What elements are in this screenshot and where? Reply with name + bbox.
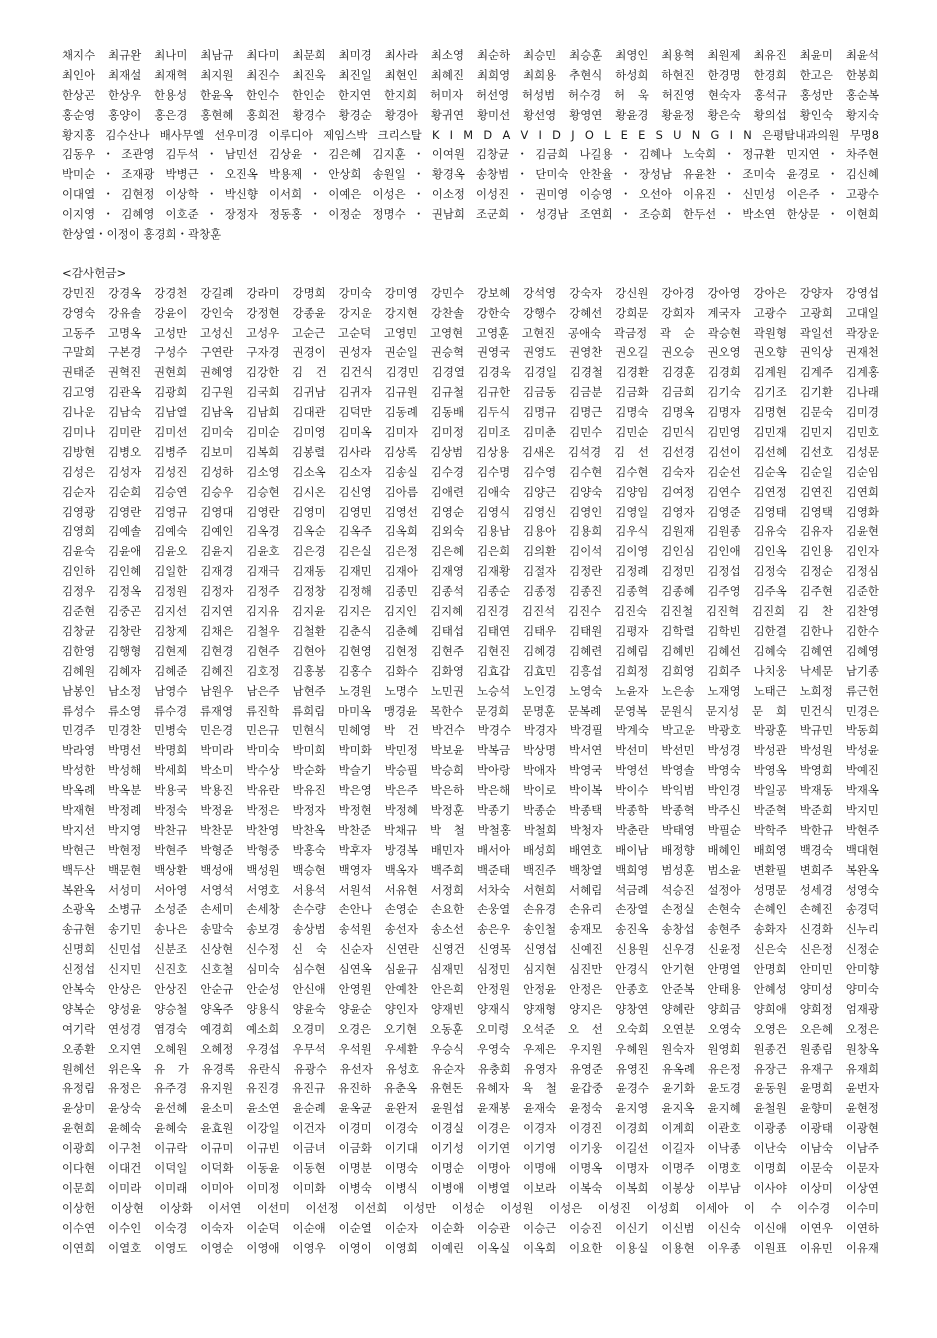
donor-line: 이문희 이미라 이미래 이미아 이미정 이미화 이병숙 이병식 이병애 이병열 이보라 이복숙 이복희 이봉상 이부남 이사야 이상미 이상연 <box>62 1180 879 1195</box>
donor-line: 류성수 류소영 류수경 류재영 류진학 류희림 마미옥 맹경윤 목한수 문경희 문명훈 문복례 문영복 문원식 문지성 문 희 민건식 민경은 <box>62 703 879 718</box>
donor-line: 이연희 이열호 이영도 이영순 이영애 이영우 이영이 이영희 이예린 이옥실 이옥희 이요한 이용실 이용현 이우종 이원표 이유민 이유재 <box>62 1240 879 1255</box>
donor-line: 김정우 김정옥 김정원 김정자 김정주 김정창 김정해 김종민 김종석 김종순 김종정 김종진 김종혁 김종혜 김주영 김주옥 김주현 김준한 <box>62 584 879 599</box>
donor-line: 김창균 김창란 김창제 김채은 김철우 김철환 김춘식 김춘혜 김태섭 김태연 김태우 김태원 김평자 김학렬 김학빈 김한결 김한나 김한수 <box>62 623 879 638</box>
couple-donor-line: 박미순・조재광 박병근・오진옥 박용제・안상희 송원일・황경옥 송창범・단미숙 안찬율・장성남 유윤찬・조미숙 윤경로・김신혜 <box>62 167 879 182</box>
donor-line: 원혜선 위은옥 유 가 유경록 유란식 유광수 유선자 유성호 유순자 유충희 유영자 유영준 유영진 유옥례 유은정 유장근 유재구 유재희 <box>62 1061 879 1076</box>
couple-donor-line: 김동우・조관영 김두석・남민선 김상윤・김은혜 김지훈・이여원 김창균・김금희 나길용・김혜나 노숙희・정규환 민지연・차주현 <box>62 147 879 162</box>
donor-line: 이상헌 이상현 이상화 이서연 이선미 이선정 이선희 이성만 이성순 이성원 이성은 이성진 이성희 이세아 이 수 이수경 이수미 <box>62 1200 879 1215</box>
donor-list-top <box>62 46 879 245</box>
donor-line: 신정섭 신지민 신진호 신호철 심미숙 심수현 심연옥 심윤규 심재민 심정민 심지현 심진만 안경식 안기현 안명열 안명희 안미민 안미향 <box>62 962 879 977</box>
donor-line: 강민진 강경옥 강경천 강길례 강라미 강명희 강미숙 강미영 강민수 강보혜 강석영 강숙자 강신원 강아경 강아영 강아은 강양자 강영섭 <box>62 285 879 300</box>
donor-line: 김나운 김남숙 김남열 김남옥 김남희 김대관 김덕만 김동례 김동배 김두식 김명규 김명근 김명숙 김명옥 김명자 김명현 김문숙 김미경 <box>62 405 879 420</box>
donor-line: 박라영 박명선 박명희 박미라 박미숙 박미희 박미화 박민정 박보윤 박복금 박상명 박서연 박선미 박선민 박성경 박성관 박성원 박성윤 <box>62 743 879 758</box>
couple-donor-line: 한상열・이정이 홍경희・곽창훈 <box>62 227 222 242</box>
donor-line <box>62 1278 879 1298</box>
donor-line <box>62 1318 879 1338</box>
donor-line: 최인아 최재설 최재혁 최지원 최진수 최진욱 최진일 최현인 최혜진 최희영 최희용 추현식 하성희 하현진 한경명 한경희 한고은 한봉희 <box>62 67 879 82</box>
donor-line: 백두산 백문현 백상환 백성애 백성원 백승현 백영자 백옥자 백주희 백준태 백진주 백창열 백희영 범성훈 범소윤 변환필 변희주 복완옥 <box>62 862 879 877</box>
donor-line: 박재현 박정례 박정숙 박정윤 박정은 박정자 박정현 박정혜 박정훈 박종기 박종순 박종택 박종학 박종혁 박주신 박준혁 박준희 박지민 <box>62 802 879 817</box>
donor-line <box>62 1258 879 1278</box>
donor-list-gamsa <box>62 284 879 1338</box>
donor-line: 안복숙 안상은 안상진 안순규 안순성 안신애 안영원 안예찬 안은희 안정원 안정윤 안정은 안종호 안준복 안태용 안혜성 양미성 양미숙 <box>62 981 879 996</box>
donor-line: 김혜원 김혜자 김혜준 김혜진 김호정 김홍봉 김홍수 김화수 김화영 김효갑 김효민 김흥섭 김희정 김희영 김희주 나치웅 낙세문 남기종 <box>62 663 879 678</box>
donor-line: 김방현 김병오 김병주 김보미 김복희 김봉렬 김사라 김상록 김상범 김상용 김새온 김석경 김 선 김선경 김선이 김선혜 김선호 김성문 <box>62 444 879 459</box>
donor-line: 이수연 이수인 이숙경 이숙자 이순덕 이순애 이순열 이순자 이순화 이승관 이승근 이승진 이신기 이신범 이신숙 이신애 이연우 이연하 <box>62 1220 879 1235</box>
donor-line: 복완옥 서성미 서아영 서영석 서영호 서용석 서원석 서유현 서정희 서차숙 서현희 서혜림 석금례 석승진 설정아 성명문 성세경 성영숙 <box>62 882 879 897</box>
donor-line: 이다현 이대건 이덕일 이덕화 이동윤 이동현 이명분 이명숙 이명순 이명아 이명애 이명옥 이명자 이명주 이명호 이명희 이문숙 이문자 <box>62 1160 879 1175</box>
donor-line: 김윤숙 김윤애 김윤오 김윤지 김윤호 김은경 김은실 김은정 김은혜 김은희 김의환 김이석 김이영 김인심 김인애 김인옥 김인용 김인자 <box>62 544 879 559</box>
donor-line: 김영희 김예솔 김예숙 김예인 김옥경 김옥순 김옥주 김옥희 김외숙 김용남 김용아 김용희 김우식 김원재 김원종 김유숙 김유자 김윤현 <box>62 524 879 539</box>
donor-line: 권태준 권혁진 권현희 권혜영 김강한 김 건 김건식 김경민 김경열 김경욱 김경일 김경철 김경환 김경훈 김경희 김계원 김계주 김계홍 <box>62 365 879 380</box>
donor-line: 김영광 김영란 김영규 김영대 김영란 김영미 김영민 김영선 김영순 김영식 김영신 김영인 김영일 김영자 김영준 김영태 김영택 김영화 <box>62 504 879 519</box>
donor-line: 송규현 송기민 송나은 송말숙 송보경 송상범 송석원 송선자 송소선 송은우 송인철 송재모 송진옥 송창섭 송현주 송화자 신경화 신누리 <box>62 922 879 937</box>
donor-line: 오종환 오지연 오혜원 오혜정 우경섭 우무석 우석원 우세환 우승식 우영숙 우제은 우지원 우혜원 원숙자 원영희 원종건 원종림 원창옥 <box>62 1041 879 1056</box>
donor-line: 윤상미 윤상숙 윤선혜 윤소미 윤소연 윤순례 윤옥균 윤완저 윤원섭 윤재봉 윤재숙 윤정숙 윤지영 윤지옥 윤지혜 윤철원 윤향미 윤현정 <box>62 1101 879 1116</box>
donor-line: 신명희 신민섭 신분조 신상현 신수정 신 숙 신순자 신연란 신영건 신영목 신영섭 신예진 신용원 신우경 신윤정 신은숙 신은정 신정순 <box>62 942 879 957</box>
donor-line: 박지선 박지영 박찬규 박찬문 박찬영 박찬옥 박찬준 박채규 박 철 박철홍 박철희 박청자 박춘란 박태영 박필순 박학주 박한규 박현주 <box>62 822 879 837</box>
donor-line: 윤현희 윤혜숙 윤혜숙 윤효원 이강일 이건자 이경미 이경숙 이경실 이경은 이경자 이경진 이경희 이계희 이관호 이광종 이광태 이광현 <box>62 1121 879 1136</box>
donor-line: 김성은 김성자 김성진 김성하 김소영 김소옥 김소자 김송실 김수경 김수명 김수영 김수현 김수현 김숙자 김순선 김순옥 김순일 김순임 <box>62 464 879 479</box>
donor-line: 유정림 유정은 유주경 유지원 유진경 유진규 유진하 유춘옥 유현돈 유혜자 육 철 윤갑중 윤경수 윤기화 윤도경 윤동원 윤명희 윤번자 <box>62 1081 879 1096</box>
donor-line <box>62 1298 879 1318</box>
donor-line: 김한영 김행형 김현제 김현경 김현주 김현아 김현영 김현정 김현주 김현진 김혜경 김혜련 김혜림 김혜빈 김혜선 김혜숙 김혜연 김혜영 <box>62 643 879 658</box>
donor-line: 민경주 민경찬 민병숙 민은경 민은규 민현식 민혜영 박 건 박건수 박경수 박경자 박경필 박계숙 박고운 박광호 박광훈 박규민 박동희 <box>62 723 879 738</box>
donor-line: 고동주 고명옥 고성만 고성신 고성우 고순근 고순덕 고영민 고영현 고영훈 고현진 공애숙 곽금정 곽 순 곽승현 곽원형 곽일선 곽장운 <box>62 325 879 340</box>
donor-line: 김인하 김인혜 김일한 김재경 김재극 김재동 김재민 김재아 김재영 김재황 김절자 김정란 김정례 김정민 김정섭 김정숙 김정순 김정심 <box>62 564 879 579</box>
donor-line: 김고영 김관옥 김광희 김구원 김국희 김귀남 김귀자 김규원 김규철 김규한 김금동 김금분 김금화 김금희 김기숙 김기조 김기환 김나래 <box>62 385 879 400</box>
donor-line: 박옥례 박옥분 박용국 박용진 박유란 박유진 박은영 박은주 박은하 박은해 박이로 박이복 박이수 박익범 박인경 박일공 박재동 박재옥 <box>62 783 879 798</box>
couple-donor-line: 이지영・김혜영 이호준・장정자 정동홍・이정순 정명수・권남희 조군희・성경남 조연희・조승희 한두선・박소연 한상문・이현희 <box>62 207 879 222</box>
donor-line: 한상곤 한상우 한용성 한윤옥 한인수 한인순 한지연 한지희 허미자 허선영 허성범 허수경 허 욱 허진영 현숙자 홍석규 홍성만 홍순복 <box>62 87 879 102</box>
donor-line: 황지홍 김수산나 배사무엘 선우미경 이루디아 제임스박 크리스탈 K I M D A V I D J O L E E S U N G I N 은평탐내과의원 무명8 <box>62 127 879 142</box>
donor-line: 이광희 이구천 이규락 이규미 이규빈 이금녀 이금화 이기대 이기성 이기연 이기영 이기웅 이길선 이길자 이낙종 이난숙 이남숙 이남주 <box>62 1141 879 1156</box>
section-heading-gamsa: <감사헌금> <box>62 265 127 280</box>
donor-line: 김미나 김미란 김미선 김미숙 김미순 김미영 김미옥 김미자 김미정 김미조 김미춘 김민수 김민순 김민식 김민영 김민재 김민지 김민호 <box>62 425 879 440</box>
donor-line: 박성한 박성해 박세희 박소미 박수상 박순화 박슬기 박승필 박승희 박아랑 박애자 박영국 박영선 박영솔 박영숙 박영옥 박영희 박예진 <box>62 763 879 778</box>
couple-donor-line: 이대열・김현정 이상학・박신향 이서희・이예은 이성은・이소정 이성진・권미영 이승영・오선아 이유진・신민성 이은주・고광수 <box>62 187 879 202</box>
donor-line: 여기락 연성경 염경숙 예경희 예소희 오경미 오경은 오기현 오동훈 오미령 오석준 오 선 오숙희 오연분 오영숙 오영은 오은혜 오정은 <box>62 1021 879 1036</box>
donor-line: 구말희 구본경 구성수 구연란 구자경 권경이 권성자 권순일 권승혁 권영국 권영도 권영찬 권오길 권오승 권오영 권오향 권익상 권재천 <box>62 345 879 360</box>
donor-line: 강영숙 강유솔 강윤이 강인숙 강정현 강종윤 강지운 강지현 강찬솔 강한숙 강행수 강혜선 강희문 강희자 계국자 고광수 고광희 고대일 <box>62 305 879 320</box>
donor-line: 남봉인 남소정 남영수 남원우 남은주 남현주 노경원 노명수 노민권 노승석 노인경 노영숙 노윤자 노은송 노재영 노태근 노희정 류근헌 <box>62 683 879 698</box>
donor-line: 홍순영 홍양이 홍은경 홍현혜 홍희전 황경수 황경순 황경아 황귀연 황미선 황선영 황영연 황윤경 황윤정 황은숙 황의섭 황인숙 황지숙 <box>62 107 879 122</box>
donor-line: 양복순 양성윤 양승철 양옥주 양용식 양윤숙 양윤순 양인자 양재빈 양재식 양재형 양지은 양창연 양혜란 양희금 양희애 양희정 엄재광 <box>62 1001 879 1016</box>
donor-line: 소광옥 소병규 소성준 손세미 손세창 손수량 손안나 손영순 손요한 손웅열 손유경 손유리 손장열 손정실 손현숙 손혜인 손혜진 송경덕 <box>62 902 879 917</box>
donor-line: 김준현 김중곤 김지선 김지연 김지유 김지윤 김지은 김지인 김지혜 김진경 김진석 김진수 김진숙 김진철 김진혁 김진희 김 찬 김찬영 <box>62 604 879 619</box>
donor-line: 박현근 박현정 박현주 박형준 박형중 박홍숙 박후자 방경복 배민자 배서아 배성희 배연호 배이남 배정향 배혜인 배희영 백경숙 백대현 <box>62 842 879 857</box>
donor-line: 김순자 김순희 김승연 김승우 김승현 김시온 김신영 김아름 김애련 김애숙 김양근 김양숙 김양임 김여정 김연수 김연정 김연진 김연희 <box>62 484 879 499</box>
donor-line: 채지수 최규완 최나미 최남규 최다미 최문희 최미경 최사라 최소영 최순하 최승민 최승훈 최영인 최용혁 최원제 최유진 최윤미 최윤석 <box>62 48 879 62</box>
